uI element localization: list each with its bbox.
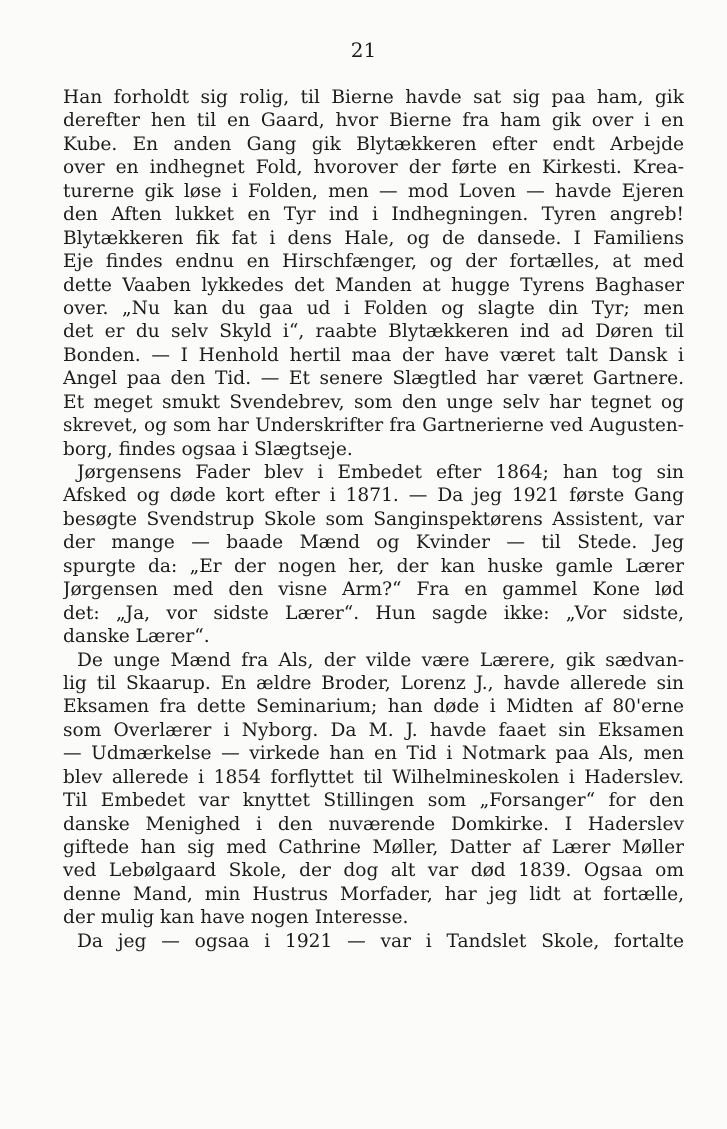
text-line: over. „Nu kan du gaa ud i Folden og slagte din Tyr; men <box>63 297 684 319</box>
text-line: Til Embedet var knyttet Stillingen som „Forsanger“ for den <box>63 790 684 812</box>
text-line: denne Mand, min Hustrus Morfader, har jeg lidt at fortælle, <box>63 883 684 905</box>
text-line: Jørgensens Fader blev i Embedet efter 1864; han tog sin <box>77 462 684 483</box>
text-line: over en indhegnet Fold, hvorover der førte en Kirkesti. Krea- <box>63 157 684 179</box>
text-line: spurgte da: „Er der nogen her, der kan huske gamle Lærer <box>63 555 684 577</box>
text-line: der mange — baade Mænd og Kvinder — til Stede. Jeg <box>63 532 684 554</box>
text-line: — Udmærkelse — virkede han en Tid i Notmark paa Als, men <box>63 743 684 765</box>
text-line: De unge Mænd fra Als, der vilde være Lærere, gik sædvan- <box>77 649 684 671</box>
text-line: Han forholdt sig rolig, til Bierne havde sat sig paa ham, gik <box>63 87 684 108</box>
text-line: Et meget smukt Svendebrev, som den unge selv har tegnet og <box>63 391 684 413</box>
text-line: lig til Skaarup. En ældre Broder, Lorenz J., havde allerede sin <box>63 672 684 694</box>
text-line: Eje findes endnu en Hirschfænger, og der fortælles, at med <box>63 251 684 273</box>
text-line: danske Menighed i den nuværende Domkirke. I Haderslev <box>63 813 684 835</box>
text-line: Bonden. — I Henhold hertil maa der have været talt Dansk i <box>63 344 684 366</box>
text-line: dette Vaaben lykkedes det Manden at hugge Tyrens Baghaser <box>63 274 684 296</box>
text-line: Da jeg — ogsaa i 1921 — var i Tandslet Skole, fortalte <box>77 930 684 952</box>
text-line: der mulig kan have nogen Interesse. <box>63 907 409 929</box>
page-number: 21 <box>350 38 377 62</box>
page-body-text <box>63 86 684 953</box>
text-line: turerne gik løse i Folden, men — mod Loven — havde Ejeren <box>63 180 684 202</box>
text-line: Jørgensen med den visne Arm?“ Fra en gammel Kone lød <box>63 579 684 601</box>
text-line: som Overlærer i Nyborg. Da M. J. havde faaet sin Eksamen <box>63 719 684 741</box>
text-line: Eksamen fra dette Seminarium; han døde i Midten af 80'erne <box>63 696 684 718</box>
text-line: det er du selv Skyld i“, raabte Blytækkeren ind ad Døren til <box>63 321 684 343</box>
text-line: Blytækkeren fik fat i dens Hale, og de dansede. I Familiens <box>63 227 684 249</box>
text-line: besøgte Svendstrup Skole som Sanginspektørens Assistent, var <box>63 508 684 530</box>
text-line: danske Lærer“. <box>63 626 210 648</box>
text-line: Afsked og døde kort efter i 1871. — Da jeg 1921 første Gang <box>63 485 684 507</box>
text-line: Kube. En anden Gang gik Blytækkeren efter endt Arbejde <box>63 133 684 155</box>
text-line: borg, findes ogsaa i Slægtseje. <box>63 438 353 460</box>
text-line: giftede han sig med Cathrine Møller, Datter af Lærer Møller <box>63 837 684 858</box>
text-line: det: „Ja, vor sidste Lærer“. Hun sagde ikke: „Vor sidste, <box>63 602 684 624</box>
text-line: ved Lebølgaard Skole, der dog alt var død 1839. Ogsaa om <box>63 860 684 882</box>
text-line: den Aften lukket en Tyr ind i Indhegningen. Tyren angreb! <box>63 204 684 226</box>
text-line: derefter hen til en Gaard, hvor Bierne fra ham gik over i en <box>63 110 684 132</box>
text-line: Angel paa den Tid. — Et senere Slægtled har været Gartnere. <box>63 368 684 390</box>
text-line: skrevet, og som har Underskrifter fra Gartnerierne ved Augusten- <box>63 415 684 437</box>
text-line: blev allerede i 1854 forflyttet til Wilhelmineskolen i Haderslev. <box>63 766 684 788</box>
